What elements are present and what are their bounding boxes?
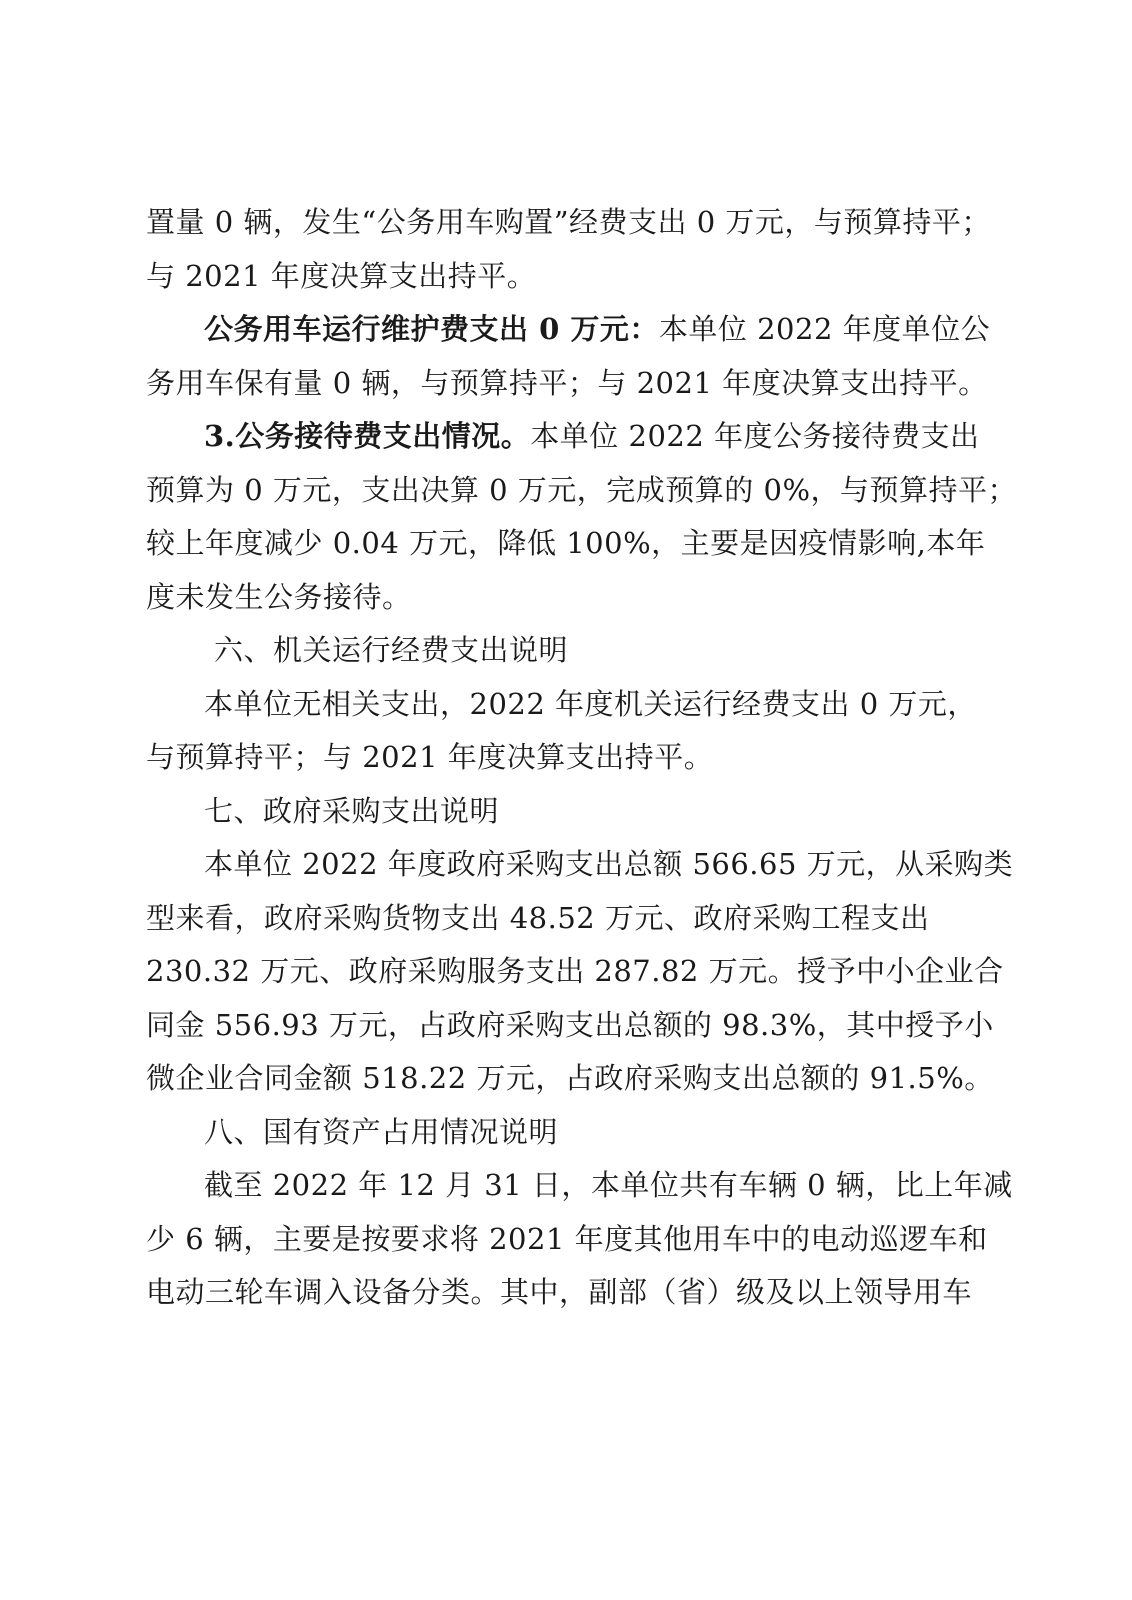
section6-line-1: 本单位无相关支出，2022 年度机关运行经费支出 0 万元， (204, 686, 977, 721)
section6-heading: 六、机关运行经费支出说明 (214, 633, 569, 667)
document-page (146, 196, 1018, 1320)
section7-line-3: 230.32 万元、政府采购服务支出 287.82 万元。授予中小企业合 (146, 954, 1004, 988)
section7-line-5: 微企业合同金额 518.22 万元，占政府采购支出总额的 91.5%。 (146, 1061, 994, 1095)
section7-heading: 七、政府采购支出说明 (204, 793, 500, 828)
section8-line-1: 截至 2022 年 12 月 31 日，本单位共有车辆 0 辆，比上年减 (204, 1168, 1013, 1202)
section8-line-3: 电动三轮车调入设备分类。其中，副部（省）级及以上领导用车 (146, 1275, 973, 1309)
vehicle-purchase-line-1: 置量 0 辆，发生“公务用车购置”经费支出 0 万元，与预算持平； (146, 205, 991, 239)
reception-line-2: 预算为 0 万元，支出决算 0 万元，完成预算的 0%，与预算持平； (146, 472, 1018, 507)
vehicle-purchase-line-2: 与 2021 年度决算支出持平。 (146, 258, 537, 293)
section8-line-2: 少 6 辆，主要是按要求将 2021 年度其他用车中的电动巡逻车和 (146, 1221, 988, 1256)
vehicle-maintenance-heading: 公务用车运行维护费支出 0 万元： (204, 312, 659, 346)
reception-line-4: 度未发生公务接待。 (146, 579, 412, 614)
section7-line-4: 同金 556.93 万元，占政府采购支出总额的 98.3%，其中授予小 (146, 1007, 994, 1042)
vehicle-maintenance-line-1 (146, 303, 991, 357)
reception-line-1 (146, 410, 980, 464)
vehicle-maintenance-text: 本单位 2022 年度单位公 (658, 312, 991, 346)
section6-line-2: 与预算持平；与 2021 年度决算支出持平。 (146, 740, 714, 774)
section7-line-2: 型来看，政府采购货物支出 48.52 万元、政府采购工程支出 (146, 900, 930, 935)
reception-line-3: 较上年度减少 0.04 万元，降低 100%，主要是因疫情影响,本年 (146, 526, 986, 560)
section8-heading: 八、国有资产占用情况说明 (204, 1114, 559, 1149)
reception-heading: 3.公务接待费支出情况。 (204, 419, 531, 453)
vehicle-maintenance-line-2: 务用车保有量 0 辆，与预算持平；与 2021 年度决算支出持平。 (146, 365, 988, 400)
reception-text: 本单位 2022 年度公务接待费支出 (530, 419, 980, 453)
section7-line-1: 本单位 2022 年度政府采购支出总额 566.65 万元，从采购类 (204, 847, 1014, 881)
